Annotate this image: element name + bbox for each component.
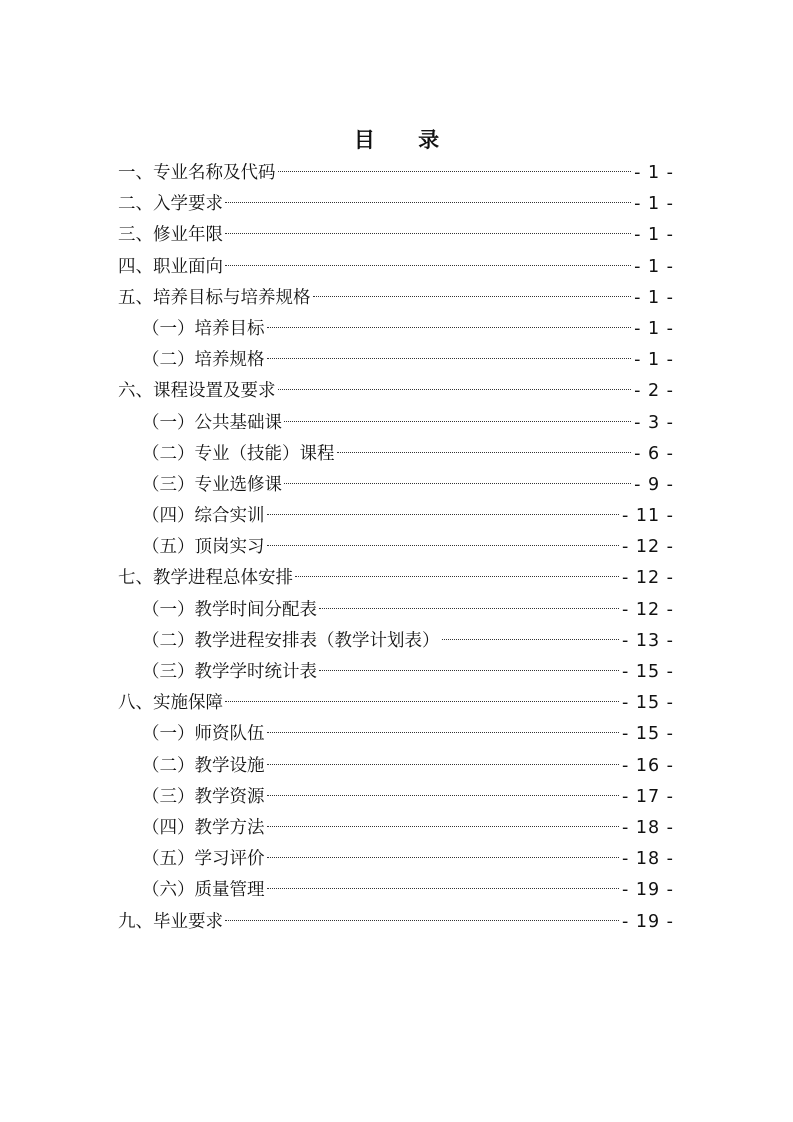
toc-dot-leader: [319, 670, 619, 671]
toc-dot-leader: [225, 233, 631, 234]
toc-entry[interactable]: [118, 158, 674, 189]
toc-entry-label: 一、专业名称及代码: [118, 163, 276, 183]
toc-entry[interactable]: [118, 345, 674, 376]
toc-entry[interactable]: [118, 501, 674, 532]
toc-dot-leader: [225, 265, 631, 266]
toc-dot-leader: [267, 327, 632, 328]
toc-entry-label: （四）教学方法: [142, 817, 265, 838]
toc-dot-leader: [267, 732, 619, 733]
toc-dot-leader: [225, 920, 619, 921]
toc-entry-label: 五、培养目标与培养规格: [118, 287, 311, 308]
toc-entry-page-number: - 13 -: [621, 630, 674, 651]
toc-entry[interactable]: [118, 844, 674, 875]
toc-entry-page-number: - 1 -: [634, 287, 674, 308]
toc-entry[interactable]: [118, 532, 674, 563]
toc-entry[interactable]: [118, 439, 674, 470]
toc-entry-label: （五）学习评价: [142, 849, 265, 870]
toc-dot-leader: [313, 296, 632, 297]
toc-entry[interactable]: [118, 626, 674, 657]
toc-dot-leader: [284, 483, 631, 484]
toc-entry-page-number: - 12 -: [621, 568, 674, 589]
toc-dot-leader: [267, 888, 619, 889]
toc-dot-leader: [295, 576, 619, 577]
toc-entry-label: （五）顶岗实习: [142, 537, 265, 558]
toc-entry[interactable]: [118, 719, 674, 750]
toc-dot-leader: [225, 202, 631, 203]
toc-entry-page-number: - 9 -: [634, 474, 674, 495]
toc-dot-leader: [337, 452, 632, 453]
toc-entry-page-number: - 1 -: [634, 194, 674, 215]
toc-entry-label: 二、入学要求: [118, 194, 223, 215]
toc-entry-label: （三）专业选修课: [142, 474, 282, 495]
toc-entry[interactable]: [118, 875, 674, 906]
toc-entry-page-number: - 16 -: [621, 755, 674, 776]
toc-entry[interactable]: [118, 189, 674, 220]
toc-entry-page-number: - 18 -: [621, 817, 674, 838]
toc-dot-leader: [267, 857, 619, 858]
toc-entry[interactable]: [118, 314, 674, 345]
toc-entry[interactable]: [118, 408, 674, 439]
toc-entry-page-number: - 11 -: [621, 506, 674, 527]
toc-entry-label: （二）培养规格: [142, 350, 265, 371]
toc-entry-label: （一）师资队伍: [142, 724, 265, 745]
toc-entry-label: （四）综合实训: [142, 506, 265, 527]
toc-entry-label: 三、修业年限: [118, 225, 223, 246]
toc-list: [118, 158, 674, 938]
toc-dot-leader: [278, 171, 632, 172]
toc-entry-page-number: - 1 -: [634, 225, 674, 246]
toc-entry-label: （三）教学学时统计表: [142, 662, 317, 682]
toc-entry[interactable]: [118, 595, 674, 626]
toc-dot-leader: [267, 358, 632, 359]
toc-entry-page-number: - 2 -: [634, 381, 674, 402]
toc-entry-label: （二）专业（技能）课程: [142, 443, 335, 464]
toc-entry-page-number: - 15 -: [621, 724, 674, 745]
toc-entry-page-number: - 3 -: [634, 412, 674, 433]
toc-entry-page-number: - 17 -: [621, 786, 674, 807]
toc-entry[interactable]: [118, 657, 674, 688]
toc-entry-page-number: - 1 -: [634, 163, 674, 183]
toc-entry-page-number: - 1 -: [634, 350, 674, 371]
toc-entry-label: （三）教学资源: [142, 786, 265, 807]
toc-dot-leader: [284, 421, 631, 422]
toc-entry-label: （二）教学进程安排表（教学计划表）: [142, 630, 440, 651]
toc-entry-page-number: - 1 -: [634, 256, 674, 277]
toc-entry[interactable]: [118, 220, 674, 251]
toc-entry[interactable]: [118, 283, 674, 314]
toc-title: 目 录: [353, 128, 458, 152]
toc-entry-page-number: - 12 -: [621, 599, 674, 620]
toc-entry[interactable]: [118, 688, 674, 719]
toc-entry[interactable]: [118, 470, 674, 501]
toc-entry-label: （六）质量管理: [142, 880, 265, 901]
toc-entry[interactable]: [118, 563, 674, 594]
toc-entry[interactable]: [118, 907, 674, 938]
toc-dot-leader: [267, 826, 619, 827]
toc-entry-label: （一）教学时间分配表: [142, 599, 317, 620]
toc-entry-label: 六、课程设置及要求: [118, 381, 276, 402]
toc-entry-page-number: - 6 -: [634, 443, 674, 464]
toc-entry[interactable]: [118, 252, 674, 283]
toc-entry[interactable]: [118, 813, 674, 844]
toc-dot-leader: [267, 514, 619, 515]
toc-entry-page-number: - 15 -: [621, 693, 674, 714]
toc-entry-page-number: - 12 -: [621, 537, 674, 558]
toc-entry-page-number: - 18 -: [621, 849, 674, 870]
toc-entry-label: （二）教学设施: [142, 755, 265, 776]
toc-dot-leader: [225, 701, 619, 702]
toc-dot-leader: [319, 608, 619, 609]
toc-entry[interactable]: [118, 751, 674, 782]
toc-entry-label: 九、毕业要求: [118, 911, 223, 932]
toc-entry-label: （一）公共基础课: [142, 412, 282, 433]
toc-entry-label: 八、实施保障: [118, 693, 223, 714]
toc-entry-page-number: - 1 -: [634, 318, 674, 339]
toc-entry[interactable]: [118, 782, 674, 813]
toc-dot-leader: [278, 389, 632, 390]
toc-entry-label: 七、教学进程总体安排: [118, 568, 293, 589]
toc-dot-leader: [267, 545, 619, 546]
toc-entry-page-number: - 19 -: [621, 911, 674, 932]
toc-entry-label: 四、职业面向: [118, 256, 223, 277]
toc-entry-page-number: - 15 -: [621, 662, 674, 682]
toc-dot-leader: [267, 795, 619, 796]
toc-dot-leader: [442, 639, 619, 640]
toc-entry-page-number: - 19 -: [621, 880, 674, 901]
toc-dot-leader: [267, 764, 619, 765]
toc-entry-label: （一）培养目标: [142, 318, 265, 339]
toc-entry[interactable]: [118, 376, 674, 407]
